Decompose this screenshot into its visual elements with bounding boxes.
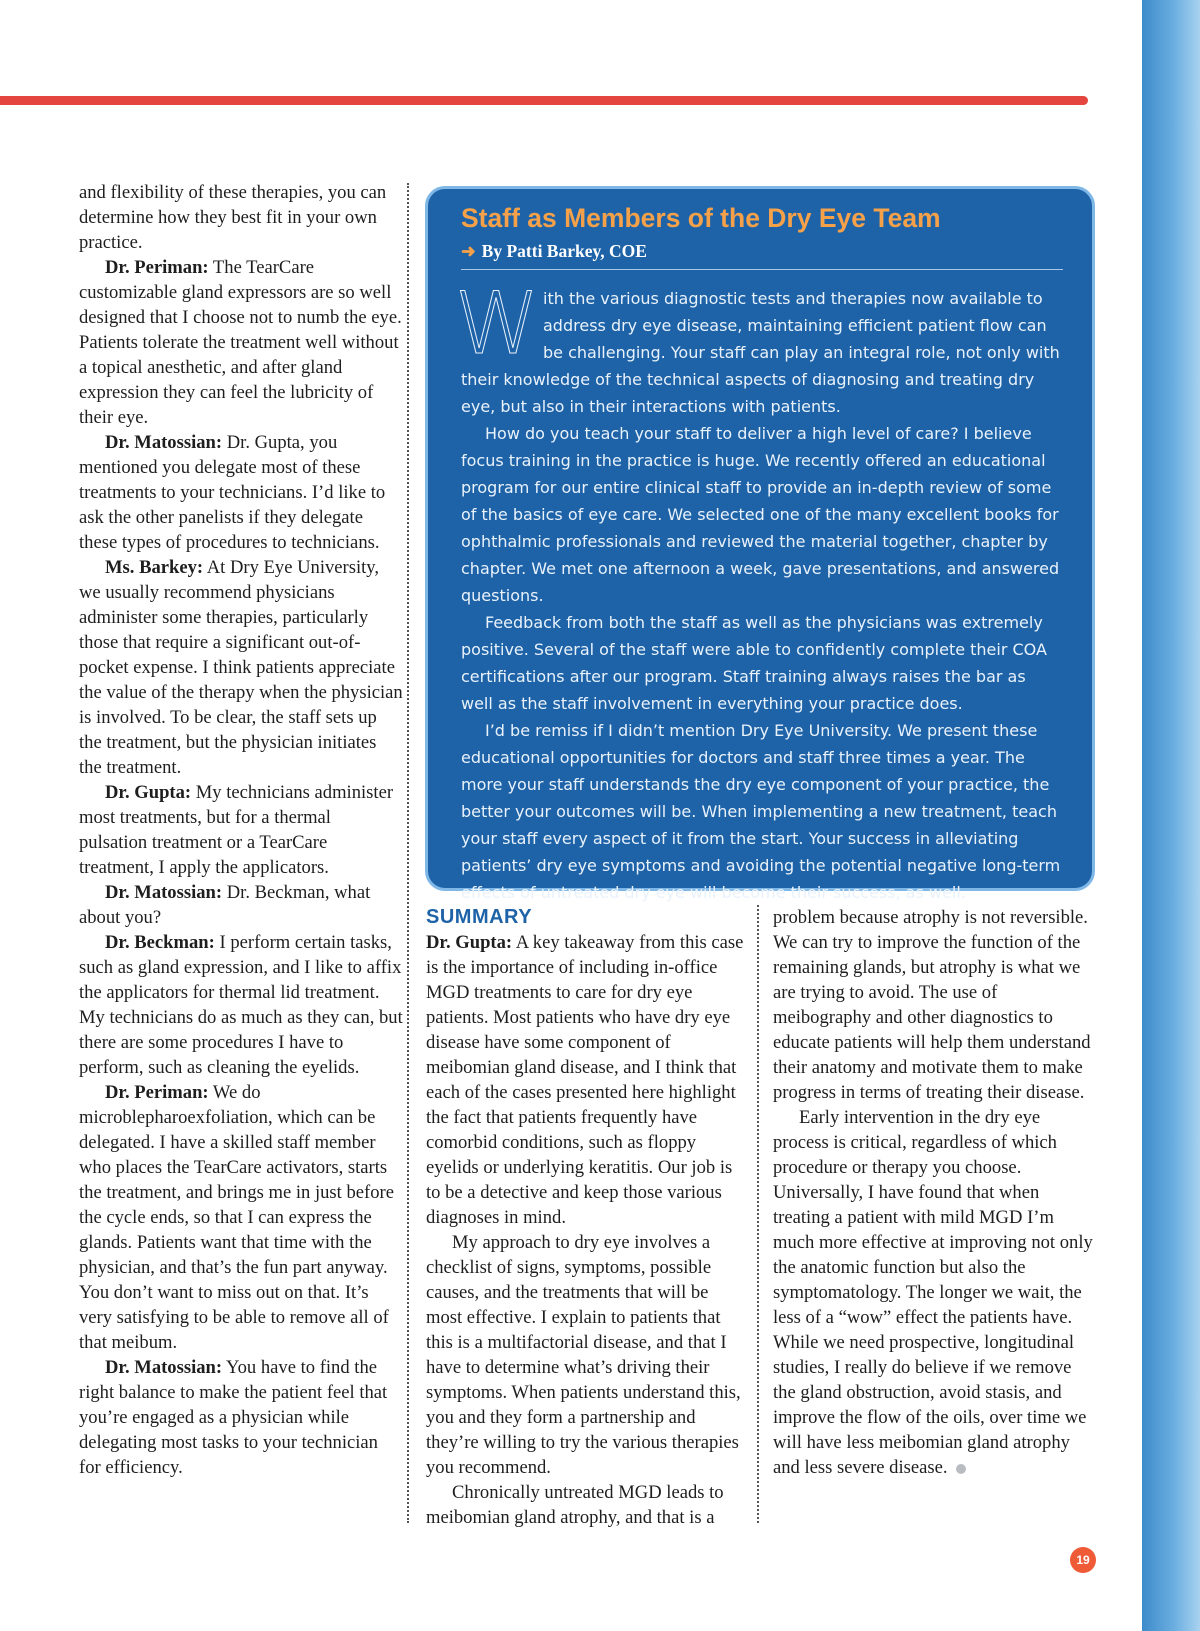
left-paragraph-9: Dr. Matossian: You have to find the right balance to make the patient feel that you’re engaged as a physician while delegating most tasks to your technician for efficiency. (79, 1357, 388, 1478)
sidebar-paragraph-1: W ith the various diagnostic tests and therapies now available to address dry eye disease, maintaining efficient patient flow can be challenging. Your staff can play an integral role, not only with their knowledge of the technical aspects of diagnosing and treating dry eye, but also in their interactions with patients. (454, 274, 1060, 416)
page-number: 19 (1070, 1547, 1096, 1573)
page-edge-gradient (1142, 0, 1200, 1631)
sidebar-divider (461, 269, 1063, 270)
byline-text: By Patti Barkey, COE (481, 241, 647, 261)
summary-paragraph-1: Dr. Gupta: A key takeaway from this case is the importance of including in-office MGD treatments to care for dry eye patients. Most patients who have dry eye disease have some component of meibomian gland disease, and I think that each of the cases presented here highlight the fact that patients frequently have comorbid conditions, such as floppy eyelids or underlying keratitis. Our job is to be a detective and keep those various diagnoses in mind. (426, 932, 744, 1228)
left-paragraph-3: Dr. Matossian: Dr. Gupta, you mentioned you delegate most of these treatments to your technicians. I’d like to ask the other panelists if they delegate these types of procedures to technicians. (79, 432, 386, 553)
sidebar-paragraph-3: Feedback from both the staff as well as the physicians was extremely positive. Several of the staff were able to confidently complete their COA certifications after our program. Staff training always raises the bar as well as the staff involvement in everything your practice does. (461, 613, 1047, 713)
summary-paragraph-3-continued: problem because atrophy is not reversible. We can try to improve the function of the remaining glands, but atrophy is what we are trying to avoid. The use of meibography and other diagnostics to educate patients will help them understand their anatomy and motivate them to make progress in terms of treating their disease. (773, 907, 1091, 1103)
arrow-right-icon: ➜ (461, 241, 476, 261)
left-paragraph-2: Dr. Periman: The TearCare customizable gland expressors are so well designed that I choose not to numb the eye. Patients tolerate the treatment well without a topical anesthetic, and after gland expression they can feel the lubricity of their eye. (79, 257, 402, 428)
sidebar-title: Staff as Members of the Dry Eye Team (461, 203, 941, 233)
summary-column-left (426, 905, 746, 1530)
summary-paragraph-4: Early intervention in the dry eye process is critical, regardless of which procedure or therapy you choose. Universally, I have found that when treating a patient with mild MGD I’m much more effective at improving not only the anatomic function but also the symptomatology. The longer we wait, the less of a “wow” effect the patients have. While we need prospective, longitudinal studies, I really do believe if we remove the gland obstruction, avoid stasis, and improve the flow of the oils, over time we will have less meibomian gland atrophy and less severe disease. (773, 1107, 1093, 1478)
left-paragraph-8: Dr. Periman: We do microblepharoexfoliation, which can be delegated. I have a skilled staff member who places the TearCare activators, starts the treatment, and brings me in just before the cycle ends, so that I can express the glands. Patients want that time with the physician, and that’s the fun part anyway. You don’t want to miss out on that. It’s very satisfying to be able to remove all of that meibum. (79, 1082, 394, 1353)
left-paragraph-6: Dr. Matossian: Dr. Beckman, what about you? (79, 882, 371, 928)
speaker-name: Dr. Gupta: (105, 782, 192, 803)
sidebar-box (425, 186, 1095, 902)
speaker-name: Dr. Periman: (105, 1082, 209, 1103)
column-divider (757, 905, 759, 1523)
svg-text:W: W (454, 274, 540, 374)
summary-paragraph-2: My approach to dry eye involves a checklist of signs, symptoms, possible causes, and the treatments that will be most effective. I explain to patients that this is a multifactorial disease, and that I have to determine what’s driving their symptoms. When patients understand this, you and they form a partnership and they’re willing to try the various therapies you recommend. (426, 1232, 741, 1478)
summary-column-right (773, 905, 1093, 1480)
speaker-name: Dr. Matossian: (105, 432, 223, 453)
sidebar-paragraph-4: I’d be remiss if I didn’t mention Dry Eye University. We present these educational opportunities for doctors and staff three times a year. The more your staff understands the dry eye component of your practice, the better your outcomes will be. When implementing a new treatment, teach your staff every aspect of it from the start. Your success in alleviating patients’ dry eye symptoms and avoiding the potential negative long-term effects of untreated dry eye will become their success, as well. (461, 721, 1061, 902)
top-accent-bar (0, 96, 1088, 105)
left-paragraph-4: Ms. Barkey: At Dry Eye University, we usually recommend physicians administer some therapies, particularly those that require a significant out-of-pocket expense. I think patients appreciate the value of the therapy when the physician is involved. To be clear, the staff sets up the treatment, but the physician initiates the treatment. (79, 557, 403, 778)
speaker-name: Ms. Barkey: (105, 557, 204, 578)
column-divider (407, 183, 409, 1523)
speaker-name: Dr. Beckman: (105, 932, 215, 953)
left-paragraph-5: Dr. Gupta: My technicians administer most treatments, but for a thermal pulsation treatment or a TearCare treatment, I apply the applicators. (79, 782, 394, 878)
left-paragraph-7: Dr. Beckman: I perform certain tasks, such as gland expression, and I like to affix the applicators for thermal lid treatment. My technicians do as much as they can, but there are some procedures I have to perform, such as cleaning the eyelids. (79, 932, 403, 1078)
sidebar-body (454, 274, 1061, 906)
sidebar-byline (461, 241, 647, 262)
end-mark-icon (956, 1464, 966, 1474)
summary-paragraph-3: Chronically untreated MGD leads to meibomian gland atrophy, and that is a (426, 1482, 724, 1528)
sidebar-paragraph-2: How do you teach your staff to deliver a high level of care? I believe focus training in the practice is huge. We recently offered an educational program for our entire clinical staff to provide an in-depth review of some of the basics of eye care. We selected one of the many excellent books for ophthalmic professionals and reviewed the material together, chapter by chapter. We met one afternoon a week, gave presentations, and answered questions. (461, 424, 1060, 605)
speaker-name: Dr. Gupta: (426, 932, 513, 953)
left-paragraph-1: and flexibility of these therapies, you can determine how they best fit in your own practice. (79, 182, 387, 253)
summary-heading: SUMMARY (426, 906, 533, 928)
left-column (79, 180, 403, 1480)
dropcap-w (454, 274, 540, 374)
speaker-name: Dr. Matossian: (105, 1357, 223, 1378)
speaker-name: Dr. Matossian: (105, 882, 223, 903)
speaker-name: Dr. Periman: (105, 257, 209, 278)
